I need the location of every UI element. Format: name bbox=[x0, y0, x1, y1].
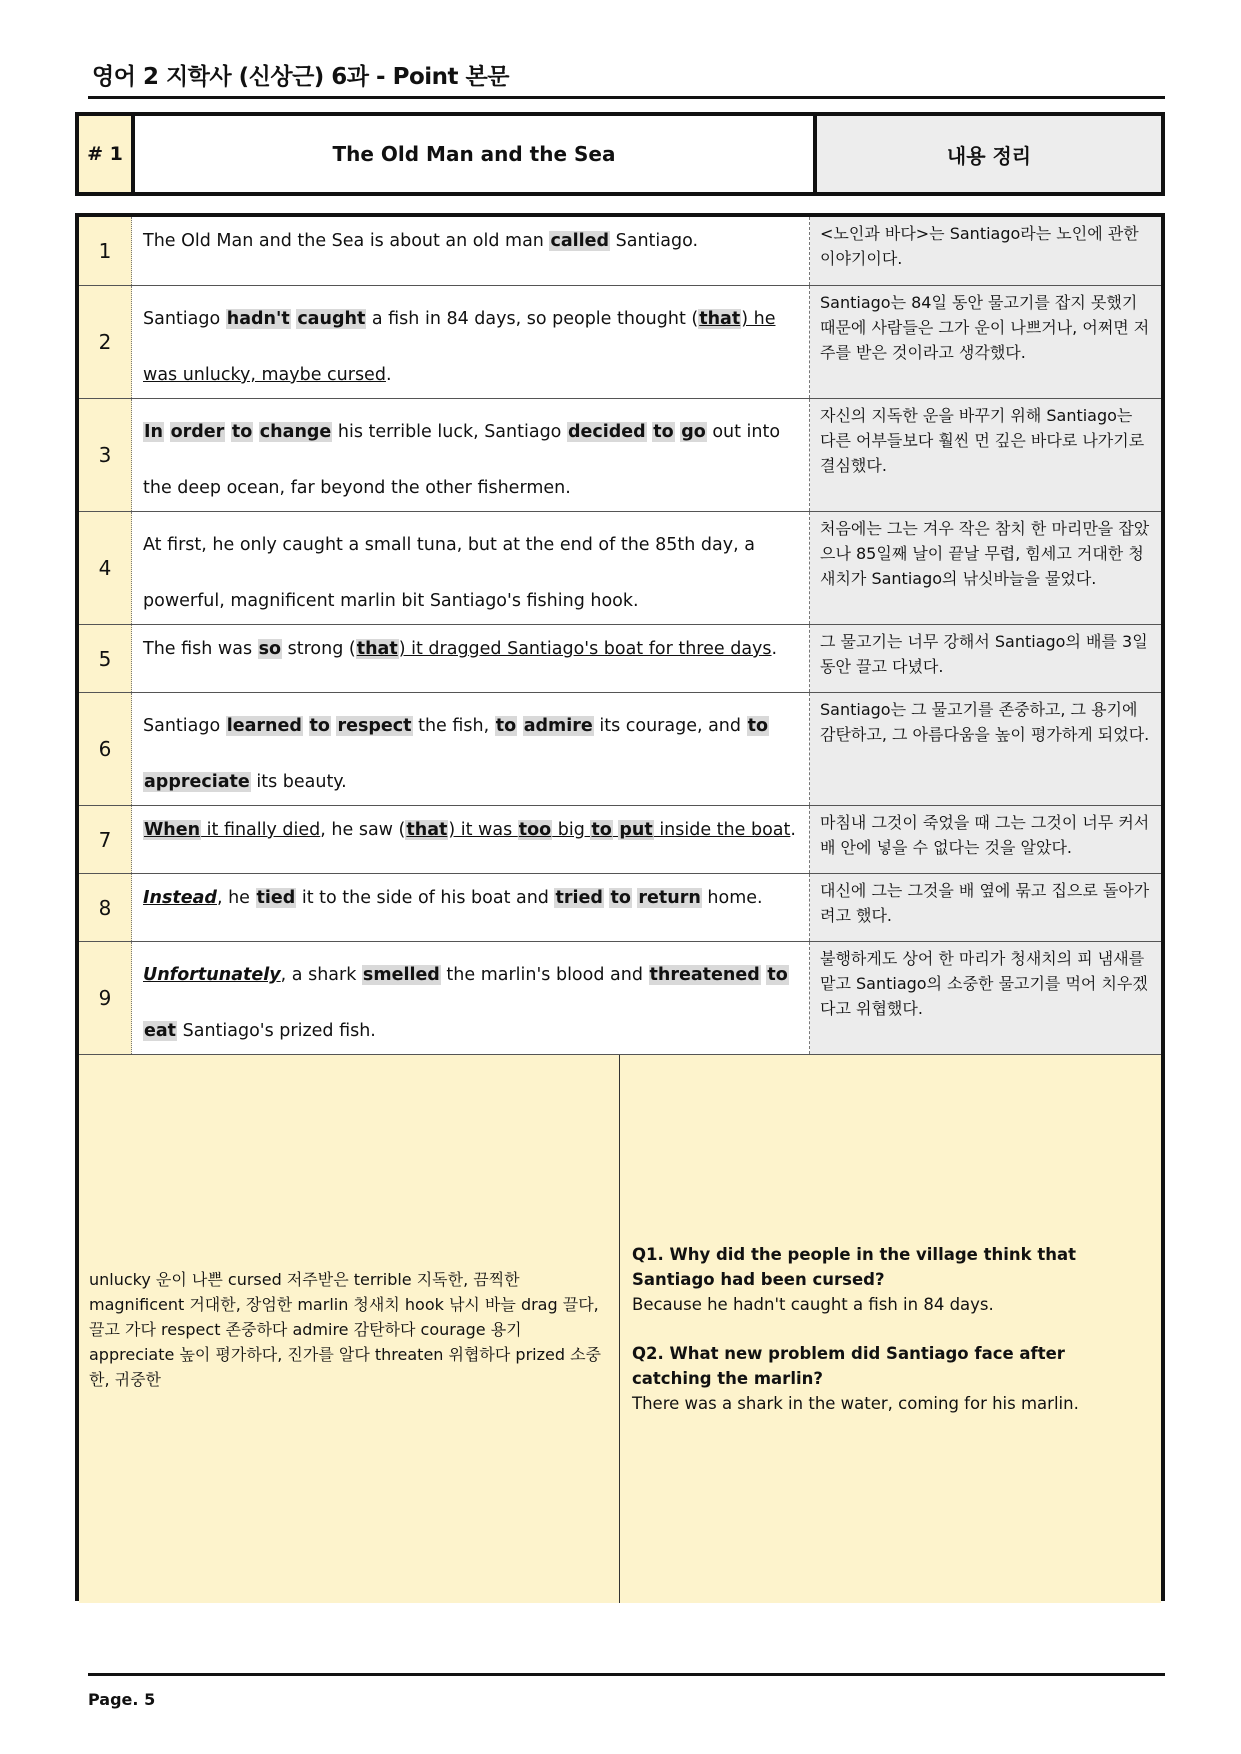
sentence-text: . bbox=[790, 820, 796, 840]
marked-phrase: to bbox=[653, 422, 674, 442]
sentence-number: 5 bbox=[79, 625, 132, 692]
marked-phrase: eat bbox=[144, 1021, 177, 1041]
page-number-value: 5 bbox=[144, 1690, 156, 1709]
korean-summary: 처음에는 그는 겨우 작은 참치 한 마리만을 잡았으나 85일째 날이 끝날 무렵, 힘세고 거대한 청새치가 Santiago의 낚싯바늘을 물었다. bbox=[810, 512, 1161, 624]
sentence-row bbox=[79, 512, 1161, 625]
marked-phrase: order bbox=[170, 422, 225, 442]
marked-phrase: called bbox=[550, 231, 610, 251]
sentence-row bbox=[79, 625, 1161, 693]
marked-phrase: hadn't bbox=[226, 309, 290, 329]
sentence-text: , a shark bbox=[280, 965, 362, 985]
marked-phrase: caught bbox=[297, 309, 366, 329]
sentence-row bbox=[79, 693, 1161, 806]
marked-phrase: Instead bbox=[143, 888, 217, 908]
marked-phrase: to bbox=[309, 716, 330, 736]
marked-phrase: Unfortunately bbox=[143, 965, 281, 985]
marked-phrase: to bbox=[610, 888, 631, 908]
marked-phrase: tied bbox=[256, 888, 296, 908]
question-2: Q2. What new problem did Santiago face after catching the marlin? bbox=[632, 1344, 1065, 1388]
sentence-text: Santiago bbox=[143, 716, 226, 736]
title-rule bbox=[88, 96, 1165, 99]
sentence-number: 4 bbox=[79, 512, 132, 624]
marked-phrase: too bbox=[518, 820, 552, 840]
sentence-text: strong ( bbox=[282, 639, 356, 659]
sentence-text: his terrible luck, Santiago bbox=[332, 422, 567, 442]
header-title: The Old Man and the Sea bbox=[135, 116, 817, 192]
sentence-rows bbox=[79, 217, 1161, 1055]
sentence-text: , he saw ( bbox=[320, 820, 406, 840]
sentence-number: 3 bbox=[79, 399, 132, 511]
sentence-text: it to the side of his boat and bbox=[296, 888, 555, 908]
sentence-row bbox=[79, 874, 1161, 942]
korean-summary: <노인과 바다>는 Santiago라는 노인에 관한 이야기이다. bbox=[810, 217, 1161, 285]
marked-phrase: ) he was unlucky, maybe cursed bbox=[143, 309, 776, 385]
marked-phrase: to bbox=[767, 965, 788, 985]
sentence-row bbox=[79, 399, 1161, 512]
sentence-table bbox=[75, 213, 1165, 1601]
marked-phrase: ) it was bbox=[448, 820, 518, 840]
marked-phrase: decided bbox=[567, 422, 646, 442]
sentence-text bbox=[303, 716, 309, 736]
english-sentence bbox=[132, 693, 810, 805]
sentence-text: Santiago. bbox=[610, 231, 699, 251]
marked-phrase: that bbox=[406, 820, 448, 840]
marked-phrase: to bbox=[591, 820, 612, 840]
korean-summary: 마침내 그것이 죽었을 때 그는 그것이 너무 커서 배 안에 넣을 수 없다는 것을 알았다. bbox=[810, 806, 1161, 873]
sentence-text: At first, he only caught a small tuna, but at the end of the 85th day, a powerful, magnificent marlin bit Santiago's fishing hook. bbox=[143, 535, 755, 611]
korean-summary: 그 물고기는 너무 강해서 Santiago의 배를 3일 동안 끌고 다녔다. bbox=[810, 625, 1161, 692]
marked-phrase: ) it dragged Santiago's boat for three days bbox=[398, 639, 772, 659]
sentence-number: 7 bbox=[79, 806, 132, 873]
korean-summary: Santiago는 84일 동안 물고기를 잡지 못했기 때문에 사람들은 그가 운이 나쁘거나, 어쩌면 저주를 받은 것이라고 생각했다. bbox=[810, 286, 1161, 398]
header-number: # 1 bbox=[79, 116, 135, 192]
sentence-text: The fish was bbox=[143, 639, 258, 659]
sentence-number: 1 bbox=[79, 217, 132, 285]
marked-phrase: appreciate bbox=[144, 772, 250, 792]
marked-phrase: tried bbox=[555, 888, 603, 908]
sentence-text bbox=[517, 716, 523, 736]
sentence-row bbox=[79, 806, 1161, 874]
sentence-text: its beauty. bbox=[250, 772, 347, 792]
page-title: 영어 2 지학사 (신상근) 6과 - Point 본문 bbox=[92, 64, 509, 90]
sentence-text: , he bbox=[216, 888, 256, 908]
english-sentence bbox=[132, 399, 810, 511]
sentence-text: the fish, bbox=[412, 716, 495, 736]
page-label: Page. bbox=[88, 1690, 139, 1709]
notes-area bbox=[79, 1055, 1161, 1603]
marked-phrase: inside the boat bbox=[653, 820, 791, 840]
sentence-text: its courage, and bbox=[593, 716, 747, 736]
sentence-text: . bbox=[385, 365, 392, 385]
marked-phrase: threatened bbox=[649, 965, 760, 985]
marked-phrase: change bbox=[259, 422, 332, 442]
marked-phrase: go bbox=[681, 422, 706, 442]
answer-2: There was a shark in the water, coming for his marlin. bbox=[632, 1394, 1079, 1413]
english-sentence bbox=[132, 512, 810, 624]
marked-phrase: to bbox=[231, 422, 253, 442]
header-summary-label: 내용 정리 bbox=[817, 116, 1161, 192]
english-sentence bbox=[132, 874, 810, 941]
marked-phrase: admire bbox=[523, 716, 593, 736]
marked-phrase: it finally died bbox=[201, 820, 321, 840]
questions-box bbox=[620, 1055, 1161, 1603]
marked-phrase: that bbox=[356, 639, 398, 659]
answer-1: Because he hadn't caught a fish in 84 days. bbox=[632, 1295, 994, 1314]
header-table bbox=[75, 112, 1165, 196]
marked-phrase: big bbox=[552, 820, 591, 840]
korean-summary: Santiago는 그 물고기를 존중하고, 그 용기에 감탄하고, 그 아름다움을 높이 평가하게 되었다. bbox=[810, 693, 1161, 805]
sentence-text: The Old Man and the Sea is about an old man bbox=[143, 231, 550, 251]
sentence-text: out into the deep ocean, far beyond the other fishermen. bbox=[143, 422, 781, 498]
sentence-row bbox=[79, 286, 1161, 399]
marked-phrase: that bbox=[699, 309, 741, 329]
marked-phrase: smelled bbox=[362, 965, 440, 985]
marked-phrase: In bbox=[144, 422, 163, 442]
marked-phrase: to bbox=[747, 716, 768, 736]
sentence-text: Santiago bbox=[143, 309, 226, 329]
sentence-text: home. bbox=[701, 888, 763, 908]
qa-spacer bbox=[632, 1317, 1149, 1341]
english-sentence bbox=[132, 942, 810, 1054]
sentence-number: 8 bbox=[79, 874, 132, 941]
question-1: Q1. Why did the people in the village think that Santiago had been cursed? bbox=[632, 1245, 1077, 1289]
korean-summary: 자신의 지독한 운을 바꾸기 위해 Santiago는 다른 어부들보다 훨씬 먼 깊은 바다로 나가기로 결심했다. bbox=[810, 399, 1161, 511]
english-sentence bbox=[132, 806, 810, 873]
marked-phrase: to bbox=[495, 716, 517, 736]
vocabulary-box bbox=[79, 1055, 620, 1603]
sentence-row bbox=[79, 942, 1161, 1055]
footer-rule bbox=[88, 1673, 1165, 1676]
english-sentence bbox=[132, 286, 810, 398]
sentence-text bbox=[253, 422, 259, 442]
sentence-text bbox=[164, 422, 170, 442]
korean-summary: 대신에 그는 그것을 배 옆에 묶고 집으로 돌아가려고 했다. bbox=[810, 874, 1161, 941]
marked-phrase: put bbox=[619, 820, 653, 840]
korean-summary: 불행하게도 상어 한 마리가 청새치의 피 냄새를 맡고 Santiago의 소중한 물고기를 먹어 치우겠다고 위협했다. bbox=[810, 942, 1161, 1054]
vocabulary-text: unlucky 운이 나쁜 cursed 저주받은 terrible 지독한, 끔찍한 magnificent 거대한, 장엄한 marlin 청새치 hook 낚시 바늘 drag 끌다, 끌고 가다 respect 존중하다 admire 감탄하다 courage 용기 appreciate 높이 평가하다, 진가를 알다 threaten 위협하다 prized 소중한, 귀중한 bbox=[89, 1269, 602, 1389]
marked-phrase: return bbox=[638, 888, 701, 908]
sentence-text: a fish in 84 days, so people thought ( bbox=[366, 309, 699, 329]
page-number bbox=[88, 1690, 155, 1709]
sentence-number: 6 bbox=[79, 693, 132, 805]
marked-phrase: respect bbox=[337, 716, 412, 736]
sentence-row bbox=[79, 217, 1161, 286]
sentence-text: . bbox=[771, 639, 778, 659]
sentence-number: 2 bbox=[79, 286, 132, 398]
sentence-number: 9 bbox=[79, 942, 132, 1054]
sentence-text: the marlin's blood and bbox=[440, 965, 649, 985]
marked-phrase: learned bbox=[226, 716, 302, 736]
marked-phrase: When bbox=[144, 820, 201, 840]
english-sentence bbox=[132, 625, 810, 692]
marked-phrase: so bbox=[258, 639, 282, 659]
sentence-text bbox=[225, 422, 231, 442]
sentence-text: Santiago's prized fish. bbox=[177, 1021, 376, 1041]
english-sentence bbox=[132, 217, 810, 285]
